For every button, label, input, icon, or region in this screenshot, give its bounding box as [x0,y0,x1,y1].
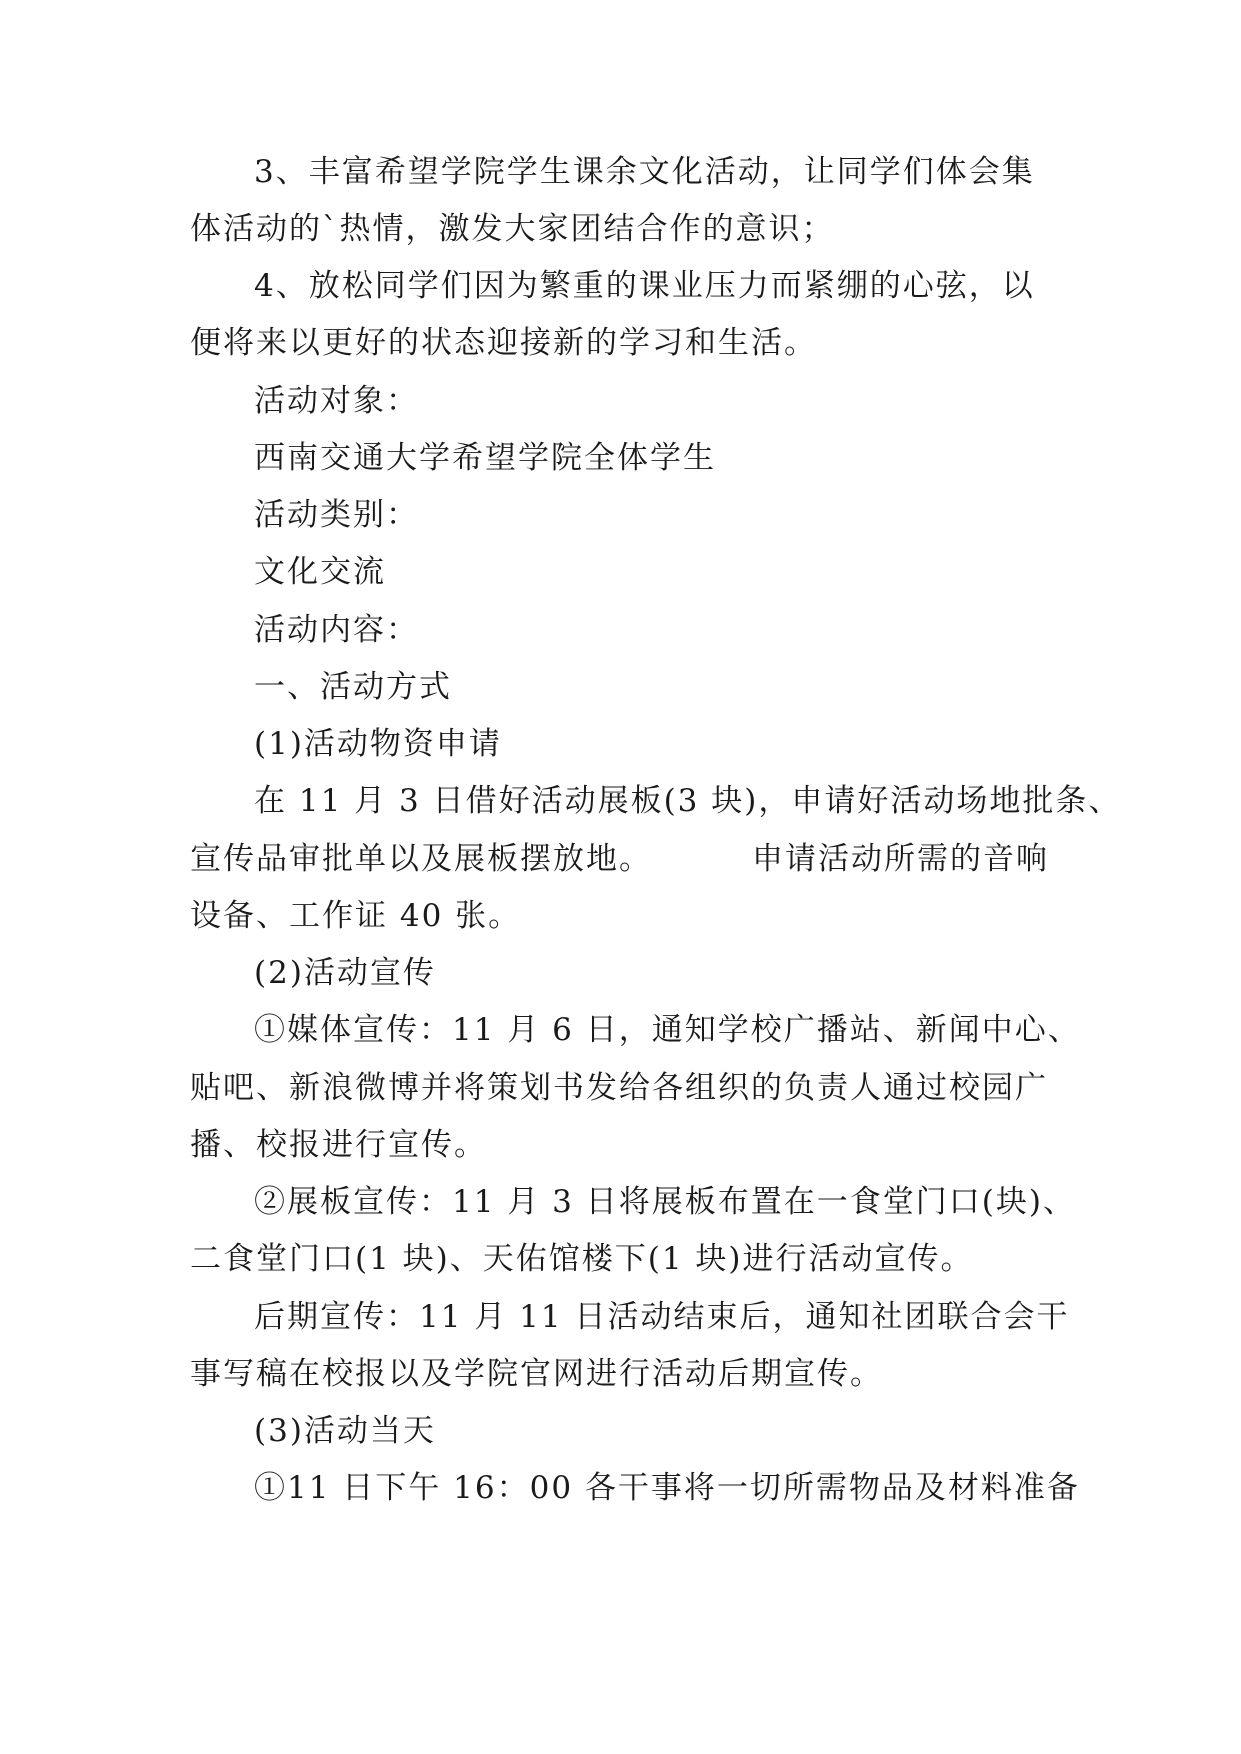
text-line: 活动内容： [254,612,419,648]
text-line: 后期宣传：11 月 11 日活动结束后，通知社团联合会干 [254,1299,1070,1335]
text-line: 事写稿在校报以及学院官网进行活动后期宣传。 [190,1356,883,1392]
text-line: 文化交流 [254,554,386,590]
text-line: (1)活动物资申请 [254,726,502,762]
text-line: (3)活动当天 [254,1413,436,1449]
text-line: 体活动的`热情，激发大家团结合作的意识； [190,211,835,247]
text-line: 贴吧、新浪微博并将策划书发给各组织的负责人通过校园广 [190,1070,1048,1106]
text-line: ②展板宣传：11 月 3 日将展板布置在一食堂门口(块)、 [254,1184,1076,1220]
text-segment: 宣传品审批单以及展板摆放地。 [190,841,652,877]
text-line: 便将来以更好的状态迎接新的学习和生活。 [190,325,817,361]
text-line: 一、活动方式 [254,669,452,705]
text-line: (2)活动宣传 [254,955,436,991]
text-line: 在 11 月 3 日借好活动展板(3 块)，申请好活动场地批条、 [254,783,1122,819]
text-line: 西南交通大学希望学院全体学生 [254,440,716,476]
text-line: 活动类别： [254,497,419,533]
text-line: ①11 日下午 16：00 各干事将一切所需物品及材料准备 [254,1470,1080,1506]
text-line: 4、放松同学们因为繁重的课业压力而紧绷的心弦，以 [254,268,1035,304]
text-segment: 申请活动所需的音响 [752,841,1049,877]
text-line: 3、丰富希望学院学生课余文化活动，让同学们体会集 [254,154,1035,190]
text-line: 二食堂门口(1 块)、天佑馆楼下(1 块)进行活动宣传。 [190,1241,974,1277]
text-line [190,839,1049,879]
text-line: ①媒体宣传：11 月 6 日，通知学校广播站、新闻中心、 [254,1012,1081,1048]
text-line: 活动对象： [254,383,419,419]
text-line: 设备、工作证 40 张。 [190,898,522,934]
text-line: 播、校报进行宣传。 [190,1127,487,1163]
